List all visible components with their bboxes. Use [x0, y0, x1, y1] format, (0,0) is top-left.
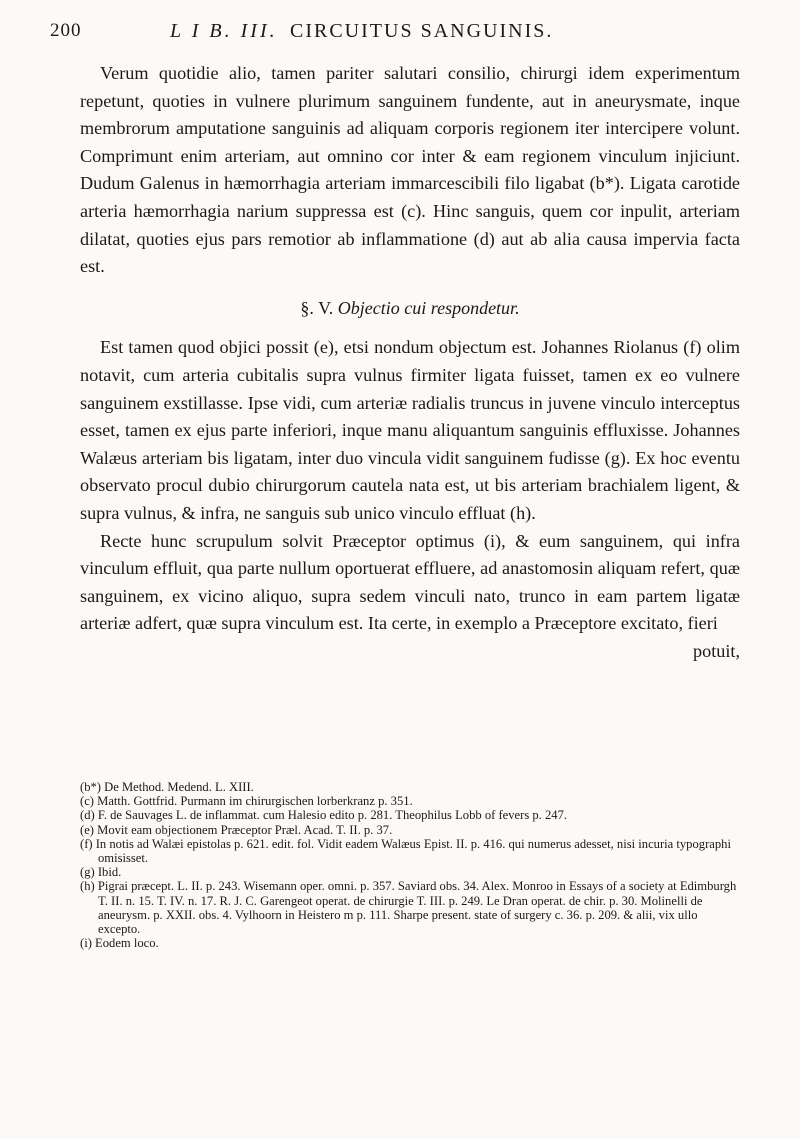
- paragraph-2: Est tamen quod objici possit (e), etsi nondum objectum est. Johannes Riolanus (f) olim notavit, cum arteria cubitalis supra vulnus firmiter ligata fuisset, tamen ex eo vulnere sanguinem exstillasse. Ipse vidi, cum arteriæ radialis truncus in juvene vinculo interceptus esset, tamen ex ejus parte inferiori, inque manu aliquantum sanguinis effluxisse. Johannes Walæus arteriam bis ligatam, inter duo vincula vidit sanguinem fudisse (g). Ex hoc eventu observato procul dubio chirurgorum cautela nata est, ut bis arteriam brachialem ligent, & supra vulnus, & infra, ne sanguis sub unico vinculo effluat (h).: [80, 337, 740, 523]
- footnote: (e) Movit eam objectionem Præceptor Præl. Acad. T. II. p. 37.: [80, 822, 393, 837]
- section-heading: [80, 295, 740, 323]
- footnote: (f) In notis ad Walæi epistolas p. 621. edit. fol. Vidit eadem Walæus Epist. II. p. 416. qui numerus adesset, nisi incuria typographi omisisset.: [80, 836, 731, 866]
- book-number: L I B. III.: [170, 20, 278, 42]
- section-number: §. V.: [300, 297, 334, 318]
- running-header: [50, 18, 740, 48]
- footnote: (c) Matth. Gottfrid. Purmann im chirurgischen lorberkranz p. 351.: [80, 794, 413, 809]
- footnote: (h) Pigrai præcept. L. II. p. 243. Wisemann oper. omni. p. 357. Saviard obs. 34. Alex. Monroo in Essays of a society at Edimburgh T. II. n. 15. T. IV. n. 17. R. J. C. Garengeot operat. de chirurgie T. III. p. 249. Le Dran operat. de chir. p. 30. Molinelli de aneurysm. p. XXII. obs. 4. Vylhoorn in Heistero m p. 111. Sharpe present. state of surgery c. 36. p. 209. & alii, vix ullo excepto.: [80, 879, 737, 937]
- running-title: CIRCUITUS SANGUINIS.: [290, 20, 554, 42]
- footnotes: [80, 780, 740, 950]
- footnote: (d) F. de Sauvages L. de inflammat. cum Halesio edito p. 281. Theophilus Lobb of fevers p. 247.: [80, 808, 568, 823]
- section-title: Objectio cui respondetur.: [337, 297, 520, 318]
- footnote: (i) Eodem loco.: [80, 936, 159, 951]
- main-text: [80, 60, 740, 665]
- paragraph-3: Recte hunc scrupulum solvit Præceptor optimus (i), & eum sanguinem, qui infra vinculum effluit, qua parte nullum oportuerat effluere, ad anastomosin aliquam refert, quæ sanguinem, ex vicino aliquo, supra sedem vinculi nato, trunco in eam partem ligatæ arteriæ adfert, quæ supra vinculum est. Ita certe, in exemplo a Præceptore excitato, fieri: [80, 530, 740, 634]
- page-number: 200: [50, 20, 82, 41]
- footnote: (g) Ibid.: [80, 865, 122, 880]
- footnote: (b*) De Method. Medend. L. XIII.: [80, 780, 254, 794]
- paragraph-1: Verum quotidie alio, tamen pariter salutari consilio, chirurgi idem experimentum repetunt, quoties in vulnere plurimum sanguinem fundente, aut in aneurysmate, inque membrorum amputatione sanguinis ad aliquam corporis regionem iter intercipere volunt. Comprimunt enim arteriam, aut omnino cor inter & eam regionem vinculum injiciunt. Dudum Galenus in hæmorrhagia arteriam immarcescibili filo ligabat (b*). Ligata carotide arteria hæmorrhagia narium suppressa est (c). Hinc sanguis, quem cor inpulit, arteriam dilatat, quoties ejus pars remotior ab inflammatione (d) aut ab alia causa impervia facta est.: [80, 63, 740, 277]
- catchword: potuit,: [693, 640, 740, 661]
